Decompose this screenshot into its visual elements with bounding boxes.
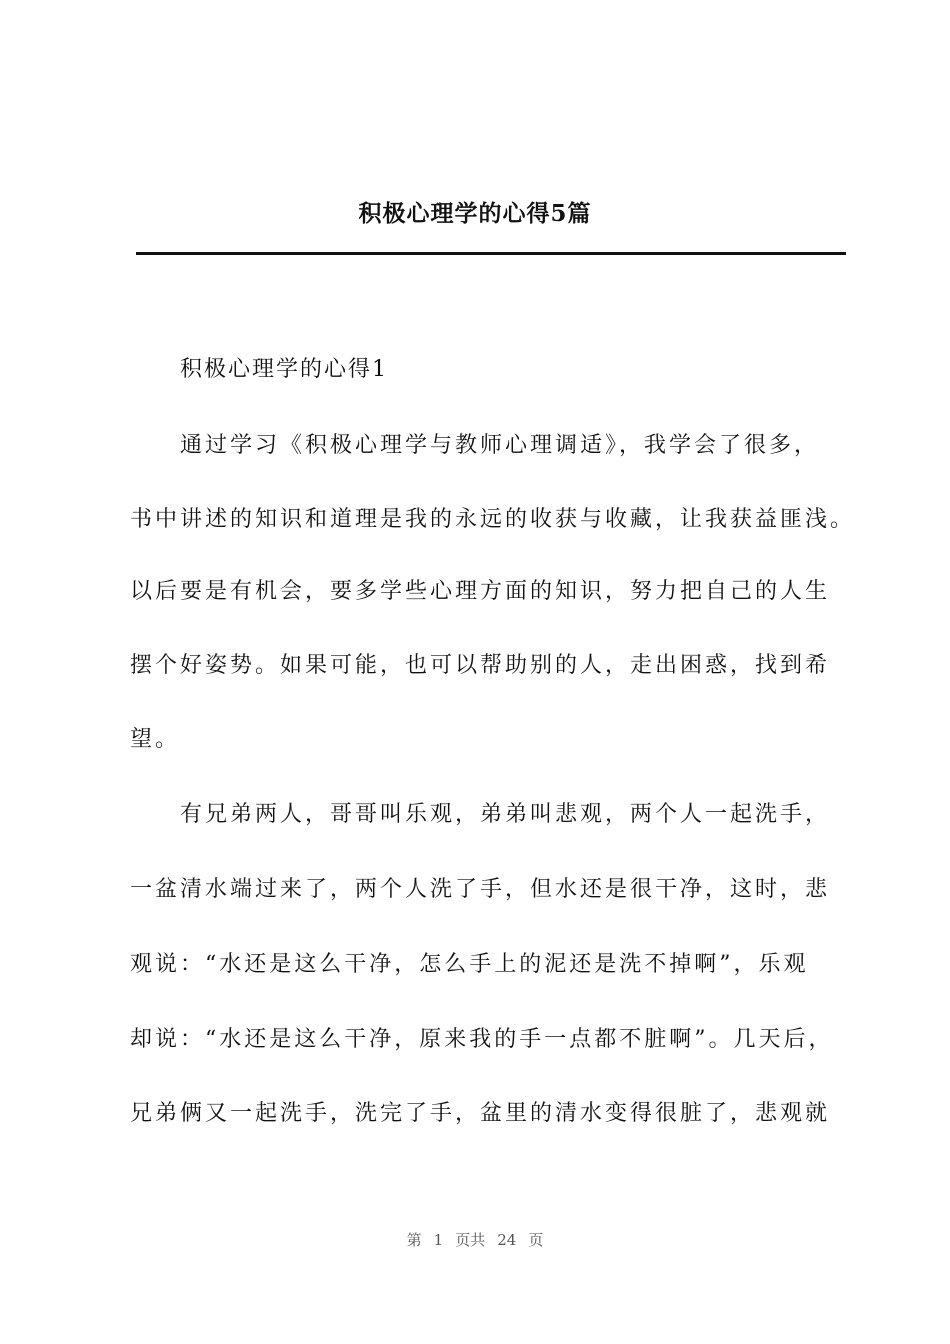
paragraph-line: 通过学习《积极心理学与教师心理调适》，我学会了很多， <box>180 433 820 458</box>
paragraph-line: 却说：“水还是这么干净，原来我的手一点都不脏啊”。几天后， <box>130 1027 834 1052</box>
title-divider <box>136 252 846 255</box>
paragraph-line: 摆个好姿势。如果可能，也可以帮助别的人，走出困惑，找到希 <box>130 653 831 678</box>
footer-suffix: 页 <box>528 1231 544 1249</box>
footer-total-pages: 24 <box>497 1231 517 1249</box>
footer-page-number: 1 <box>433 1231 444 1249</box>
footer-mid: 页共 <box>455 1231 486 1249</box>
footer-prefix: 第 <box>406 1231 422 1249</box>
paragraph-line: 有兄弟两人，哥哥叫乐观，弟弟叫悲观，两个人一起洗手， <box>180 802 831 827</box>
page-footer <box>0 1230 950 1250</box>
section-heading: 积极心理学的心得1 <box>180 357 388 382</box>
paragraph-line: 望。 <box>130 727 181 752</box>
paragraph-line: 以后要是有机会，要多学些心理方面的知识，努力把自己的人生 <box>130 579 831 604</box>
paragraph-line: 兄弟俩又一起洗手，洗完了手，盆里的清水变得很脏了，悲观就 <box>130 1101 831 1126</box>
paragraph-line: 观说：“水还是这么干净，怎么手上的泥还是洗不掉啊”，乐观 <box>130 952 809 977</box>
document-title: 积极心理学的心得5篇 <box>358 200 592 227</box>
paragraph-line: 书中讲述的知识和道理是我的永远的收获与收藏，让我获益匪浅。 <box>130 507 856 532</box>
paragraph-line: 一盆清水端过来了，两个人洗了手，但水还是很干净，这时，悲 <box>130 877 831 902</box>
